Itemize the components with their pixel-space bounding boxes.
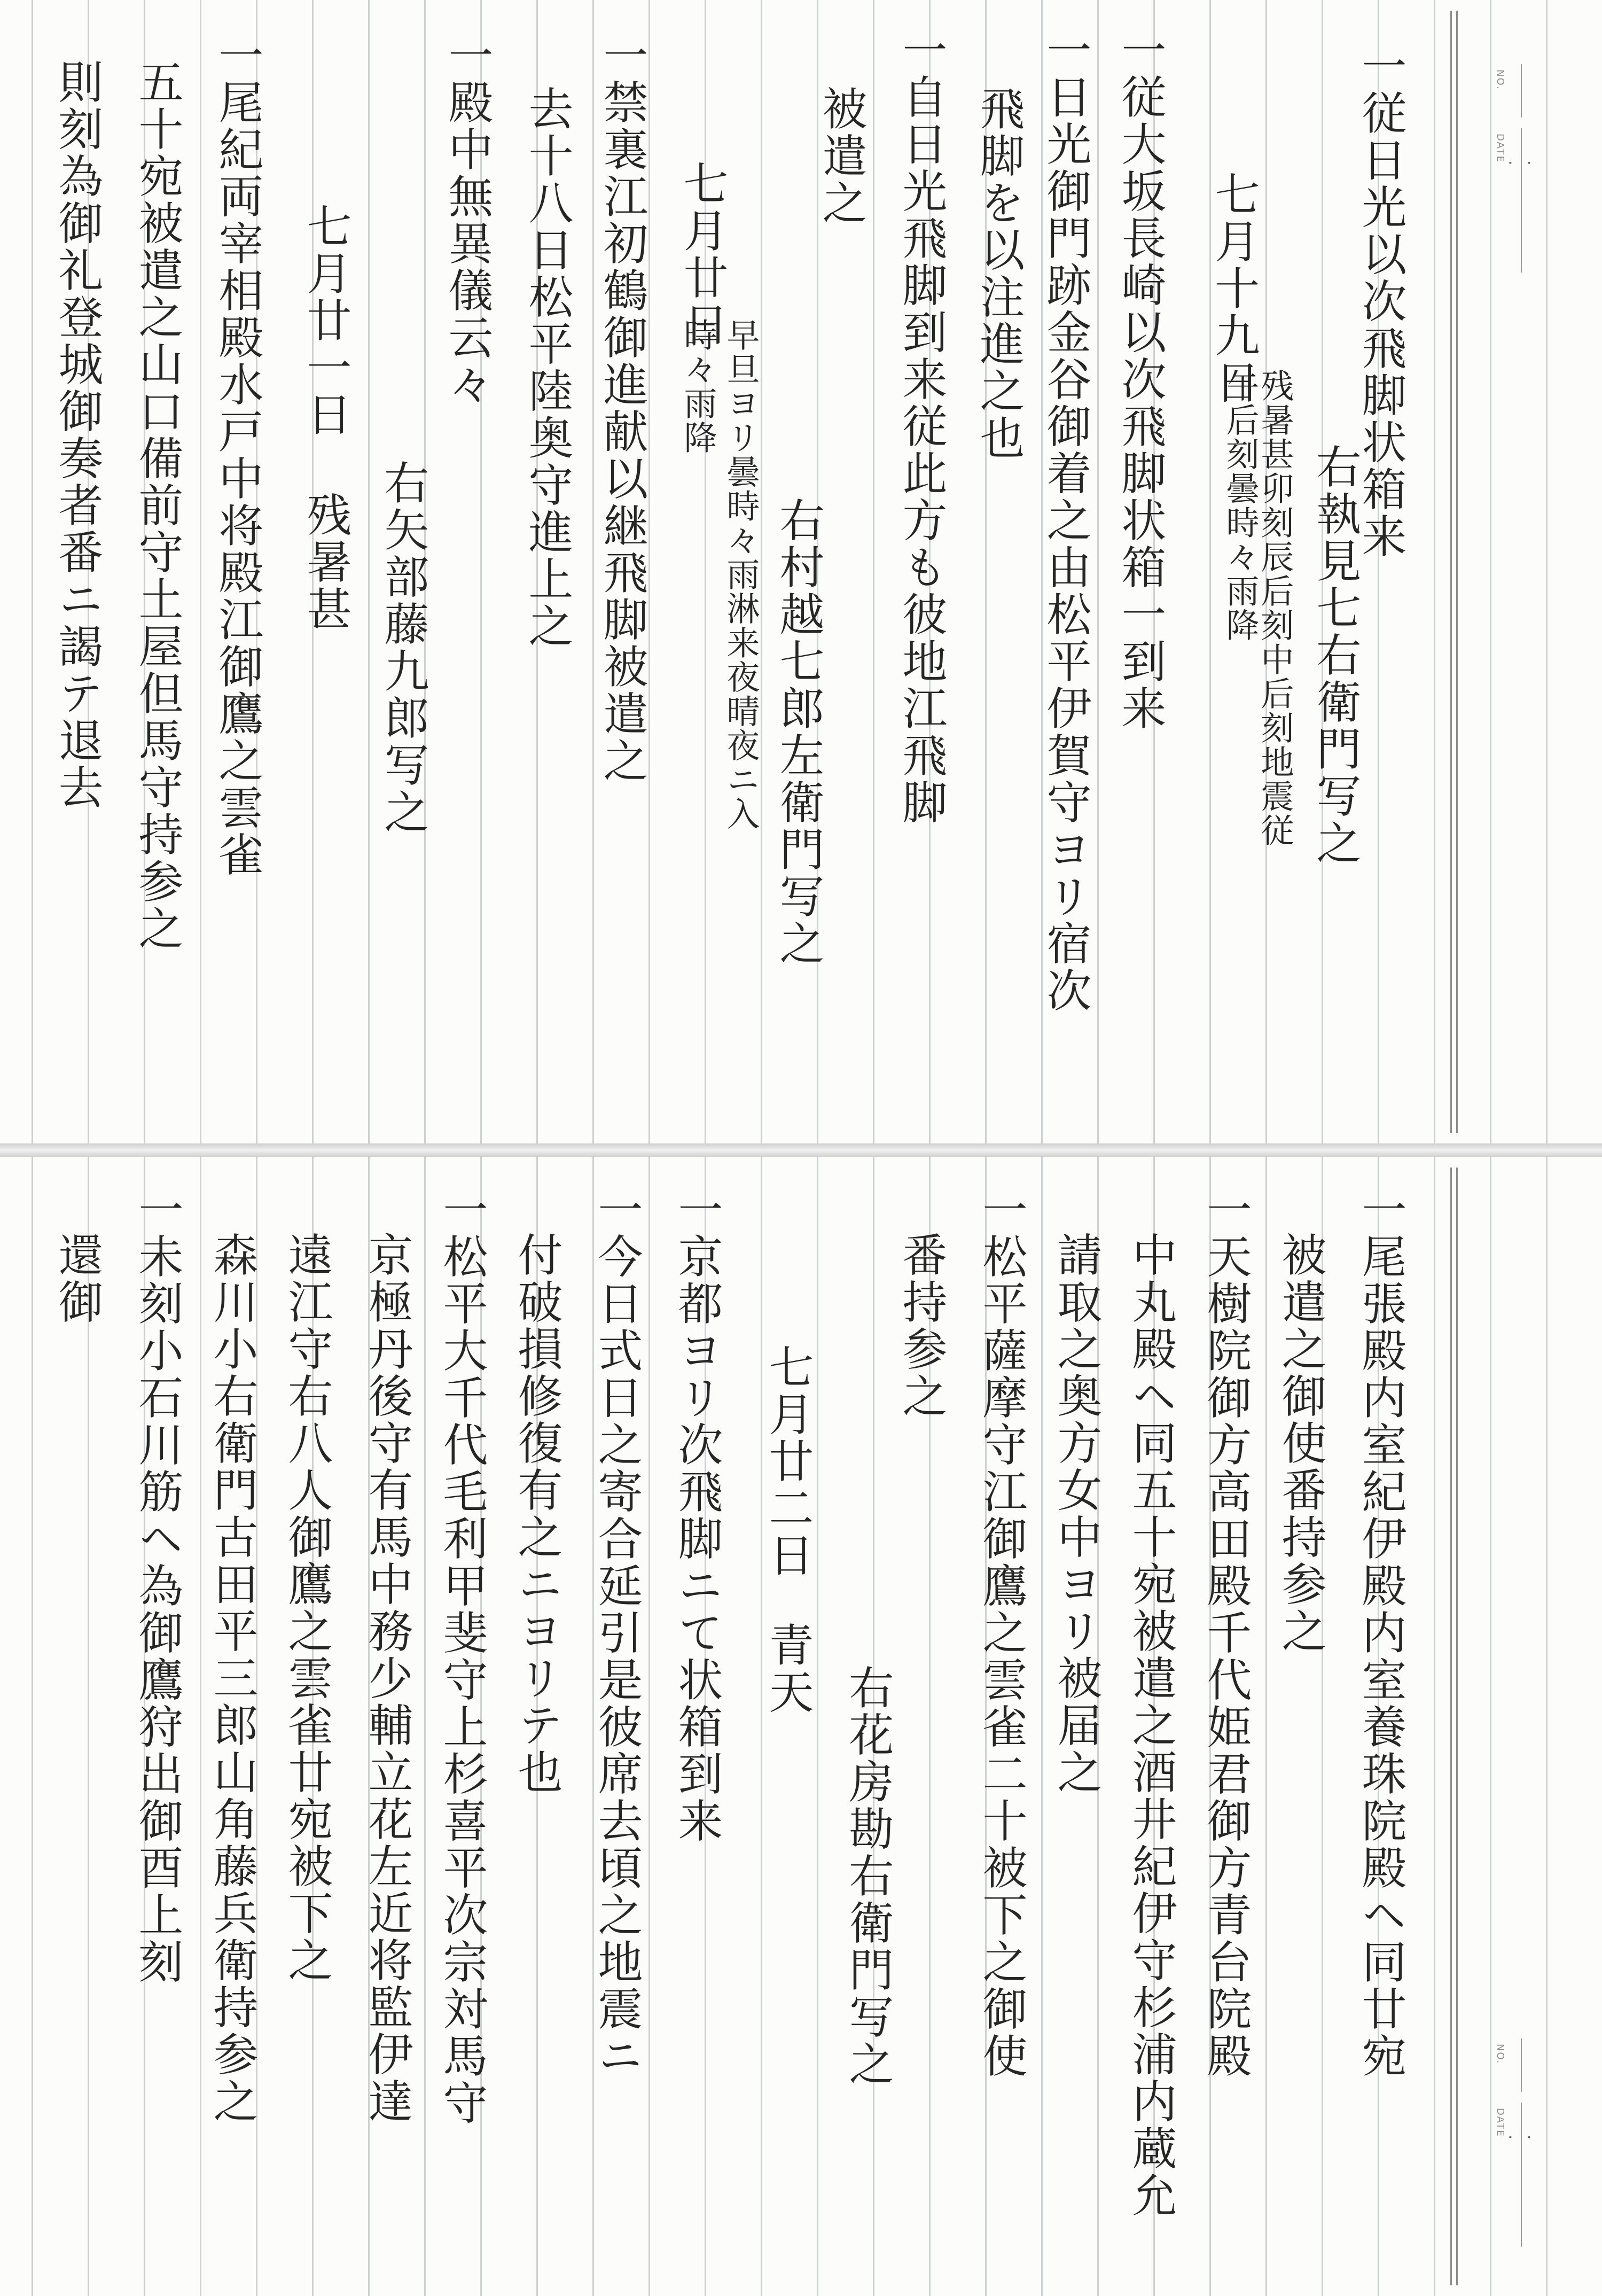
text-column: 一日光御門跡金谷御着之由松平伊賀守ヨリ宿次 bbox=[1040, 27, 1092, 1014]
no-field-line bbox=[1521, 2038, 1522, 2092]
no-label: NO. bbox=[1495, 2044, 1506, 2065]
weather-note: 時々雨降 bbox=[678, 318, 717, 455]
no-label: NO. bbox=[1495, 69, 1506, 90]
date-heading: 七月廿一日 bbox=[300, 203, 352, 438]
text-column: 一尾張殿内室紀伊殿内室養珠院殿ヘ同廿宛 bbox=[1355, 1186, 1407, 2080]
text-column: 右花房勘右衛門写之 bbox=[842, 1664, 894, 2088]
text-column: 右村越七郎左衛門写之 bbox=[772, 497, 825, 967]
page-fold bbox=[0, 1143, 1602, 1157]
text-column: 被遣之 bbox=[815, 85, 868, 227]
weather-note: 青天 bbox=[762, 1622, 814, 1716]
weather-note: 残暑甚卯刻辰后刻中后刻地震従 bbox=[1255, 369, 1294, 847]
text-column: 則刻為御礼登城御奏者番ニ謁テ退去 bbox=[51, 59, 104, 811]
date-label: DATE bbox=[1495, 2108, 1506, 2137]
weather-note: 残暑甚 bbox=[300, 492, 352, 633]
text-column: 一松平薩摩守江御鷹之雲雀二十被下之御使 bbox=[975, 1186, 1028, 2080]
date-heading: 七月廿二日 bbox=[762, 1344, 814, 1579]
text-column: 森川小右衛門古田平三郎山角藤兵衛持参之 bbox=[206, 1232, 259, 2125]
text-column: 五十宛被遣之山口備前守土屋但馬守持参之 bbox=[131, 59, 184, 952]
text-column: 請取之奥方女中ヨリ被届之 bbox=[1050, 1232, 1103, 1796]
text-column: 一尾紀両宰相殿水戸中将殿江御鷹之雲雀 bbox=[212, 32, 264, 878]
date-dots: · · bbox=[1501, 160, 1538, 208]
weather-note: 早旦ヨリ曇時々雨淋来夜晴夜ニ入 bbox=[721, 318, 760, 831]
header-box bbox=[1479, 2033, 1543, 2247]
text-column: 右執見七右衛門写之 bbox=[1309, 443, 1362, 867]
text-column: 一従日光以次飛脚状箱来 bbox=[1355, 43, 1407, 560]
text-column: 番持参之 bbox=[895, 1232, 948, 1420]
text-column: 一禁裏江初鶴御進献以継飛脚被遣之 bbox=[596, 32, 648, 784]
date-heading: 七月廿日 bbox=[676, 160, 729, 348]
date-label: DATE bbox=[1495, 134, 1506, 163]
text-column: 一未刻小石川筋ヘ為御鷹狩出御酉上刻 bbox=[131, 1186, 184, 1986]
text-column: 中丸殿ヘ同五十宛被遣之酒井紀伊守杉浦内蔵允 bbox=[1125, 1232, 1177, 2219]
notebook-page-top bbox=[0, 0, 1602, 1143]
text-column: 去十八日松平陸奥守進上之 bbox=[521, 85, 574, 650]
text-column: 一殿中無異儀云々 bbox=[441, 32, 494, 408]
header-box bbox=[1479, 59, 1543, 273]
text-column: 一京都ヨリ次飛脚ニて状箱到来 bbox=[671, 1186, 723, 1844]
text-column: 一松平大千代毛利甲斐守上杉喜平次宗対馬守 bbox=[436, 1186, 488, 2127]
text-column: 右矢部藤九郎写之 bbox=[377, 460, 429, 836]
text-column: 還御 bbox=[51, 1232, 104, 1326]
text-column: 遠江守右八人御鷹之雲雀廿宛被下之 bbox=[281, 1232, 333, 1984]
margin-rule bbox=[1450, 1168, 1458, 2285]
text-column: 一自日光飛脚到来従此方も彼地江飛脚 bbox=[895, 27, 948, 826]
weather-note: 午后刻曇時々雨降 bbox=[1221, 369, 1260, 642]
notebook-page-bottom bbox=[0, 1157, 1602, 2296]
no-field-line bbox=[1521, 64, 1522, 118]
text-column: 一従大坂長崎以次飛脚状箱一到来 bbox=[1114, 27, 1167, 732]
margin-rule bbox=[1450, 11, 1458, 1133]
date-dots: · · bbox=[1501, 2135, 1538, 2183]
text-column: 付破損修復有之ニヨリテ也 bbox=[511, 1232, 563, 1796]
text-column: 飛脚を以注進之也 bbox=[973, 85, 1025, 462]
date-heading: 七月十九日 bbox=[1208, 171, 1260, 406]
text-column: 一天樹院御方高田殿千代姫君御方青台院殿 bbox=[1200, 1186, 1252, 2080]
text-column: 京極丹後守有馬中務少輔立花左近将監伊達 bbox=[361, 1232, 413, 2125]
text-column: 被遣之御使番持参之 bbox=[1275, 1232, 1327, 1655]
text-column: 一今日式日之寄合延引是彼席去頃之地震ニ bbox=[591, 1186, 643, 2080]
